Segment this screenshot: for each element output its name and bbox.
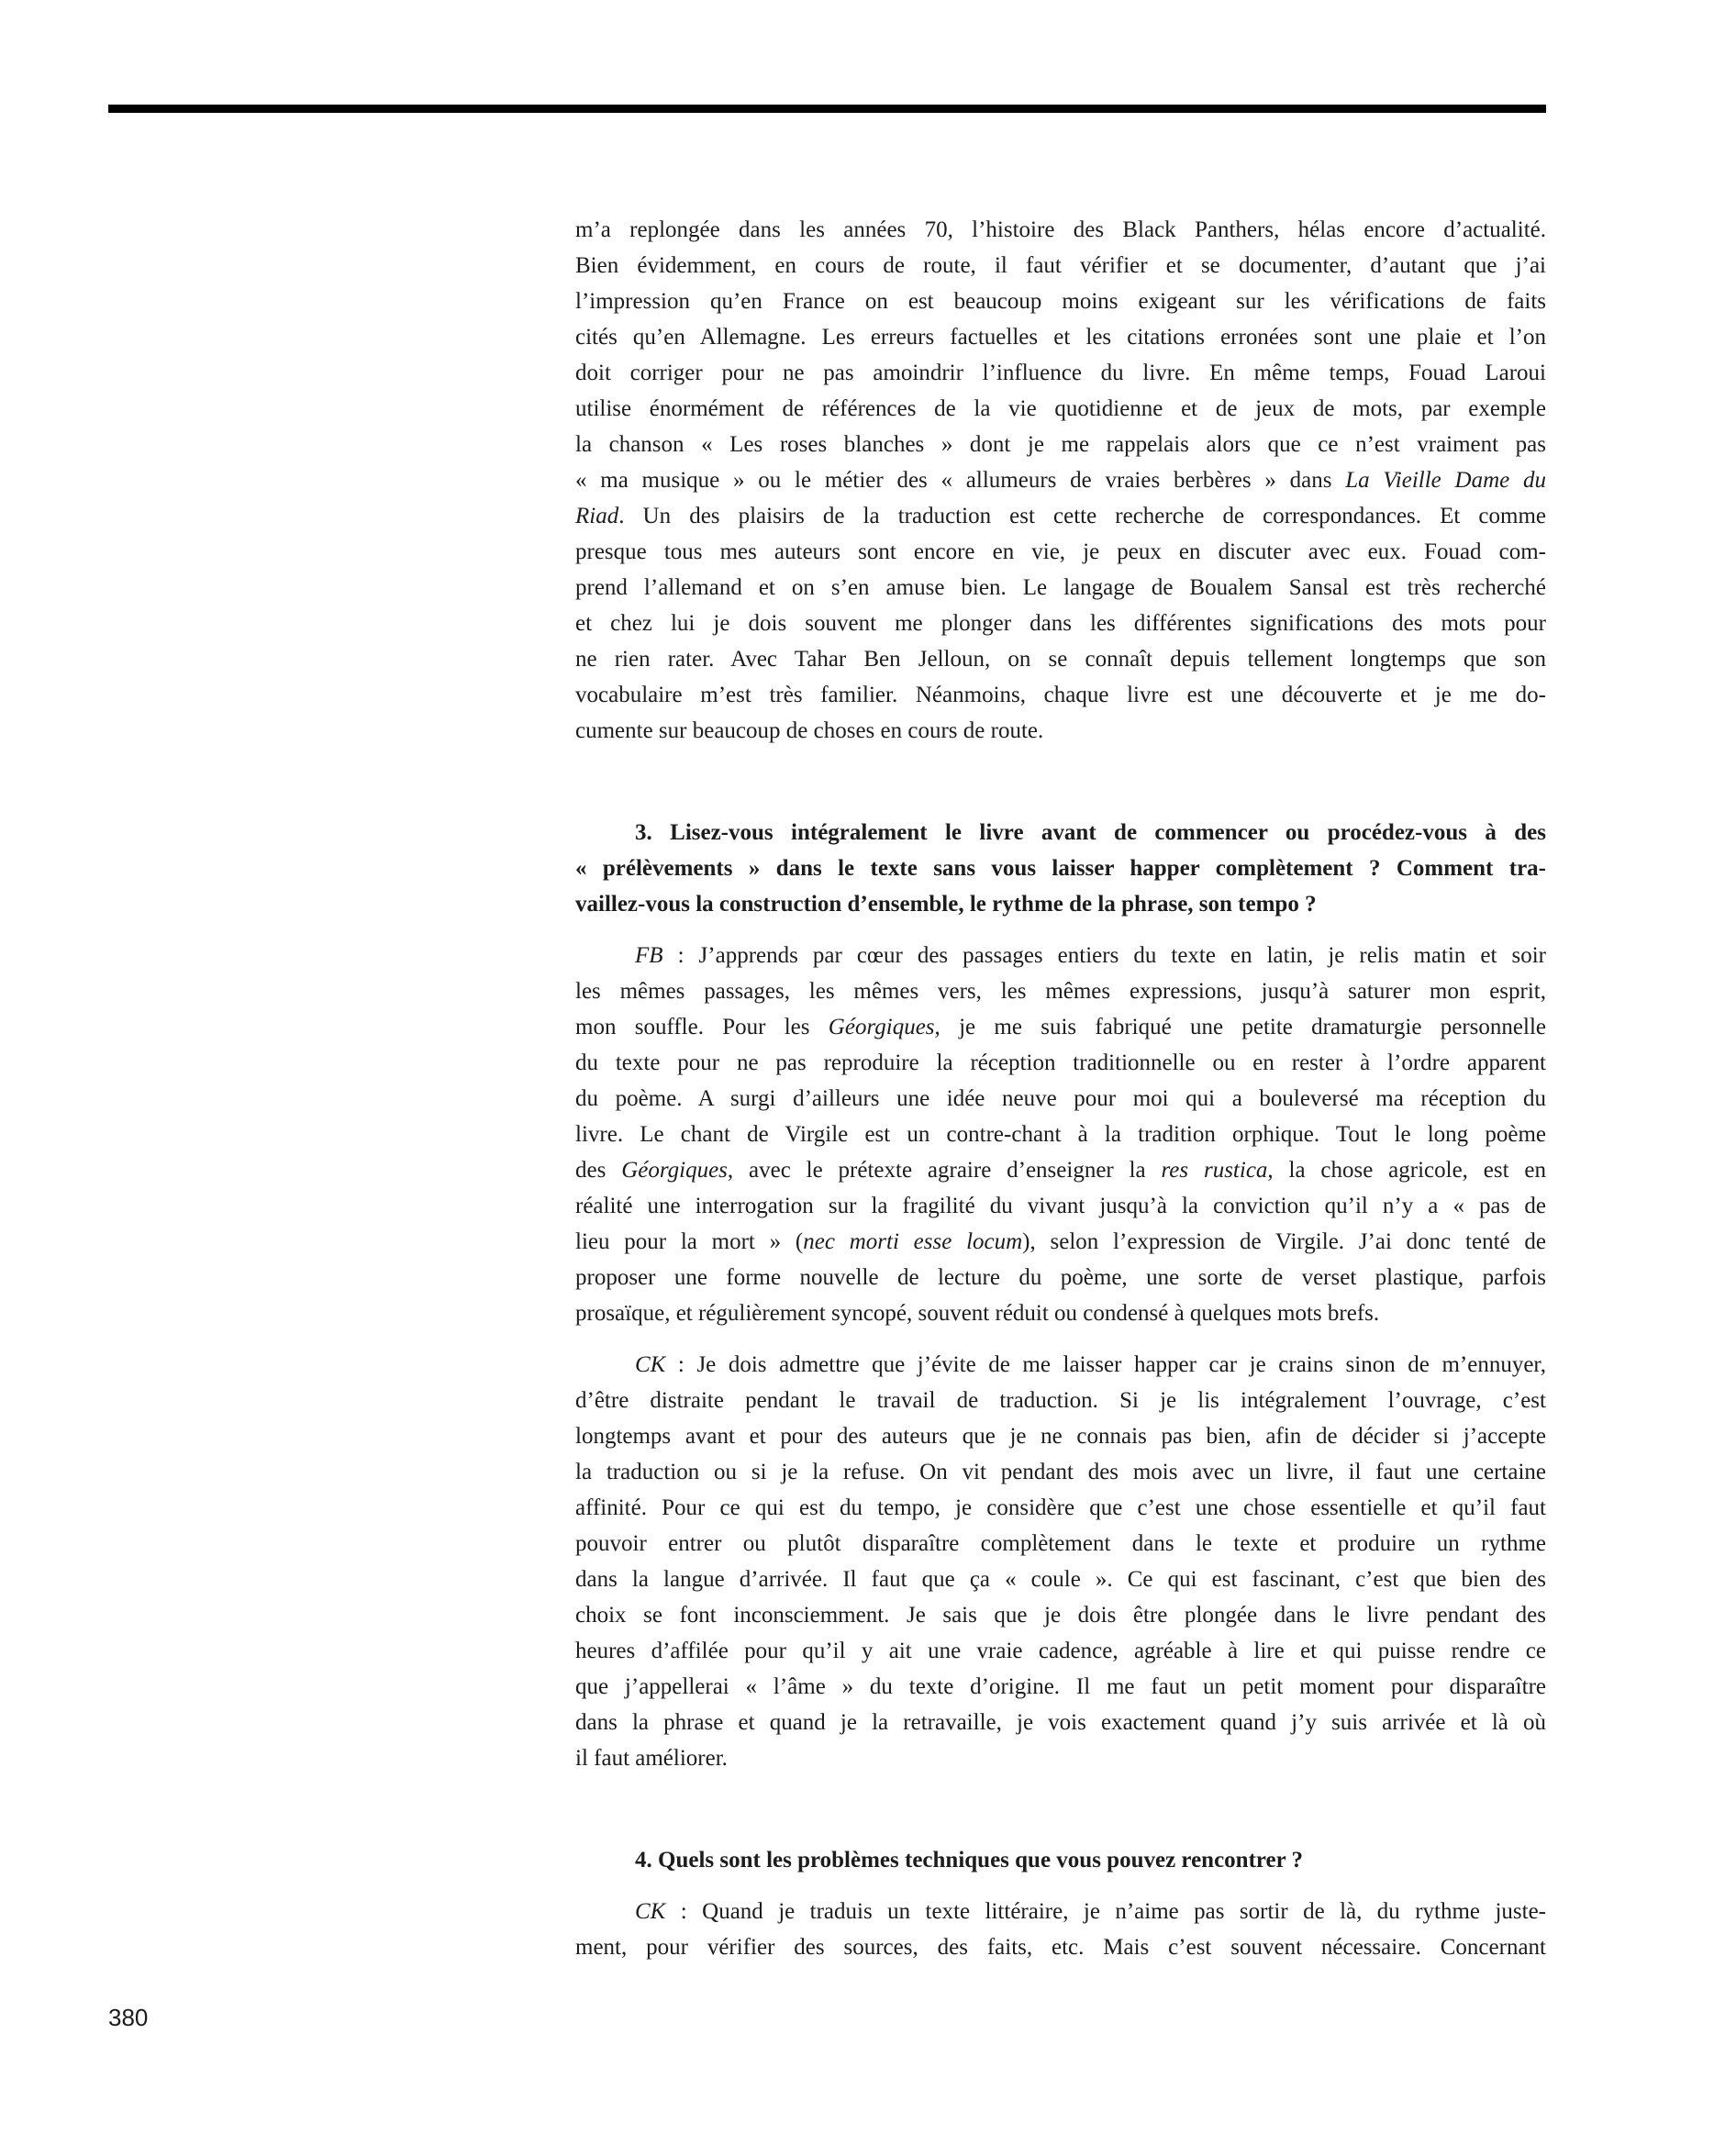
question-3 [575, 815, 1546, 922]
text-line: « prélèvements » dans le texte sans vous laisser happer complètement ? Comment tra- [575, 856, 1546, 881]
text-line: choix se font inconsciemment. Je sais que je dois être plongée dans le livre pendant des [575, 1603, 1546, 1628]
text-line: Riad. Un des plaisirs de la traduction est cette recherche de correspondances. Et comme [575, 504, 1546, 528]
text-line: ment, pour vérifier des sources, des faits, etc. Mais c’est souvent nécessaire. Concernant [575, 1935, 1546, 1960]
text-line: mon souffle. Pour les Géorgiques, je me suis fabriqué une petite dramaturgie personnelle [575, 1015, 1546, 1039]
header-rule [108, 105, 1546, 113]
text-line: l’impression qu’en France on est beaucoup moins exigeant sur les vérifications de faits [575, 289, 1546, 314]
text-line: que j’appellerai « l’âme » du texte d’origine. Il me faut un petit moment pour disparaître [575, 1674, 1546, 1699]
text-line: du poème. A surgi d’ailleurs une idée neuve pour moi qui a bouleversé ma réception du [575, 1086, 1546, 1111]
text-line: prend l’allemand et on s’en amuse bien. Le langage de Boualem Sansal est très recherché [575, 575, 1546, 600]
text-line: du texte pour ne pas reproduire la réception traditionnelle ou en rester à l’ordre apparent [575, 1050, 1546, 1075]
text-line: proposer une forme nouvelle de lecture du poème, une sorte de verset plastique, parfois [575, 1265, 1546, 1290]
page-number: 380 [108, 2004, 149, 2031]
text-line: il faut améliorer. [575, 1746, 728, 1771]
text-line: CK : Je dois admettre que j’évite de me laisser happer car je crains sinon de m’ennuyer, [635, 1352, 1546, 1377]
text-line: prosaïque, et régulièrement syncopé, souvent réduit ou condensé à quelques mots brefs. [575, 1301, 1380, 1326]
text-line: cumente sur beaucoup de choses en cours de route. [575, 718, 1044, 743]
text-line: « ma musique » ou le métier des « allumeurs de vraies berbères » dans La Vieille Dame du [575, 468, 1546, 493]
text-line: doit corriger pour ne pas amoindrir l’influence du livre. En même temps, Fouad Laroui [575, 361, 1546, 385]
text-line: des Géorgiques, avec le prétexte agraire d’enseigner la res rustica, la chose agricole, est en [575, 1158, 1546, 1183]
text-line: affinité. Pour ce qui est du tempo, je considère que c’est une chose essentielle et qu’il faut [575, 1495, 1546, 1520]
text-line: vaillez-vous la construction d’ensemble, le rythme de la phrase, son tempo ? [575, 892, 1317, 917]
text-line: longtemps avant et pour des auteurs que je ne connais pas bien, afin de décider si j’accepte [575, 1424, 1546, 1449]
text-line: livre. Le chant de Virgile est un contre-chant à la tradition orphique. Tout le long poème [575, 1122, 1546, 1147]
answer-fb [575, 938, 1546, 1331]
text-line: dans la langue d’arrivée. Il faut que ça « coule ». Ce qui est fascinant, c’est que bien des [575, 1567, 1546, 1592]
answer-ck-2 [575, 1894, 1546, 1965]
text-line: dans la phrase et quand je la retravaille, je vois exactement quand j’y suis arrivée et là où [575, 1710, 1546, 1735]
text-line: les mêmes passages, les mêmes vers, les mêmes expressions, jusqu’à saturer mon esprit, [575, 979, 1546, 1004]
text-line: la chanson « Les roses blanches » dont je me rappelais alors que ce n’est vraiment pas [575, 432, 1546, 457]
text-line: m’a replongée dans les années 70, l’histoire des Black Panthers, hélas encore d’actualité. [575, 217, 1546, 242]
text-line: réalité une interrogation sur la fragilité du vivant jusqu’à la conviction qu’il n’y a « pas de [575, 1194, 1546, 1218]
question-4 [575, 1842, 1546, 1878]
text-line: FB : J’apprends par cœur des passages entiers du texte en latin, je relis matin et soir [635, 943, 1546, 968]
text-line: CK : Quand je traduis un texte littéraire, je n’aime pas sortir de là, du rythme juste- [635, 1899, 1546, 1924]
text-line: et chez lui je dois souvent me plonger dans les différentes significations des mots pour [575, 611, 1546, 636]
text-line: vocabulaire m’est très familier. Néanmoins, chaque livre est une découverte et je me do- [575, 683, 1546, 707]
paragraph-continuation [575, 212, 1546, 749]
text-line: Bien évidemment, en cours de route, il faut vérifier et se documenter, d’autant que j’ai [575, 253, 1546, 278]
text-line: cités qu’en Allemagne. Les erreurs factuelles et les citations erronées sont une plaie et l’on [575, 325, 1546, 350]
text-line: ne rien rater. Avec Tahar Ben Jelloun, on se connaît depuis tellement longtemps que son [575, 647, 1546, 672]
text-line: lieu pour la mort » (nec morti esse locum), selon l’expression de Virgile. J’ai donc tenté de [575, 1229, 1546, 1254]
text-column [575, 212, 1546, 1965]
text-line: la traduction ou si je la refuse. On vit pendant des mois avec un livre, il faut une certaine [575, 1460, 1546, 1484]
text-line: pouvoir entrer ou plutôt disparaître complètement dans le texte et produire un rythme [575, 1531, 1546, 1556]
text-line: presque tous mes auteurs sont encore en vie, je peux en discuter avec eux. Fouad com- [575, 539, 1546, 564]
text-line: heures d’affilée pour qu’il y ait une vraie cadence, agréable à lire et qui puisse rendre ce [575, 1639, 1546, 1663]
text-line: utilise énormément de références de la vie quotidienne et de jeux de mots, par exemple [575, 396, 1546, 421]
answer-ck [575, 1347, 1546, 1776]
text-line: 3. Lisez-vous intégralement le livre avant de commencer ou procédez-vous à des [635, 820, 1546, 845]
text-line: 4. Quels sont les problèmes techniques que vous pouvez rencontrer ? [635, 1848, 1304, 1873]
text-line: d’être distraite pendant le travail de traduction. Si je lis intégralement l’ouvrage, c’est [575, 1388, 1546, 1413]
